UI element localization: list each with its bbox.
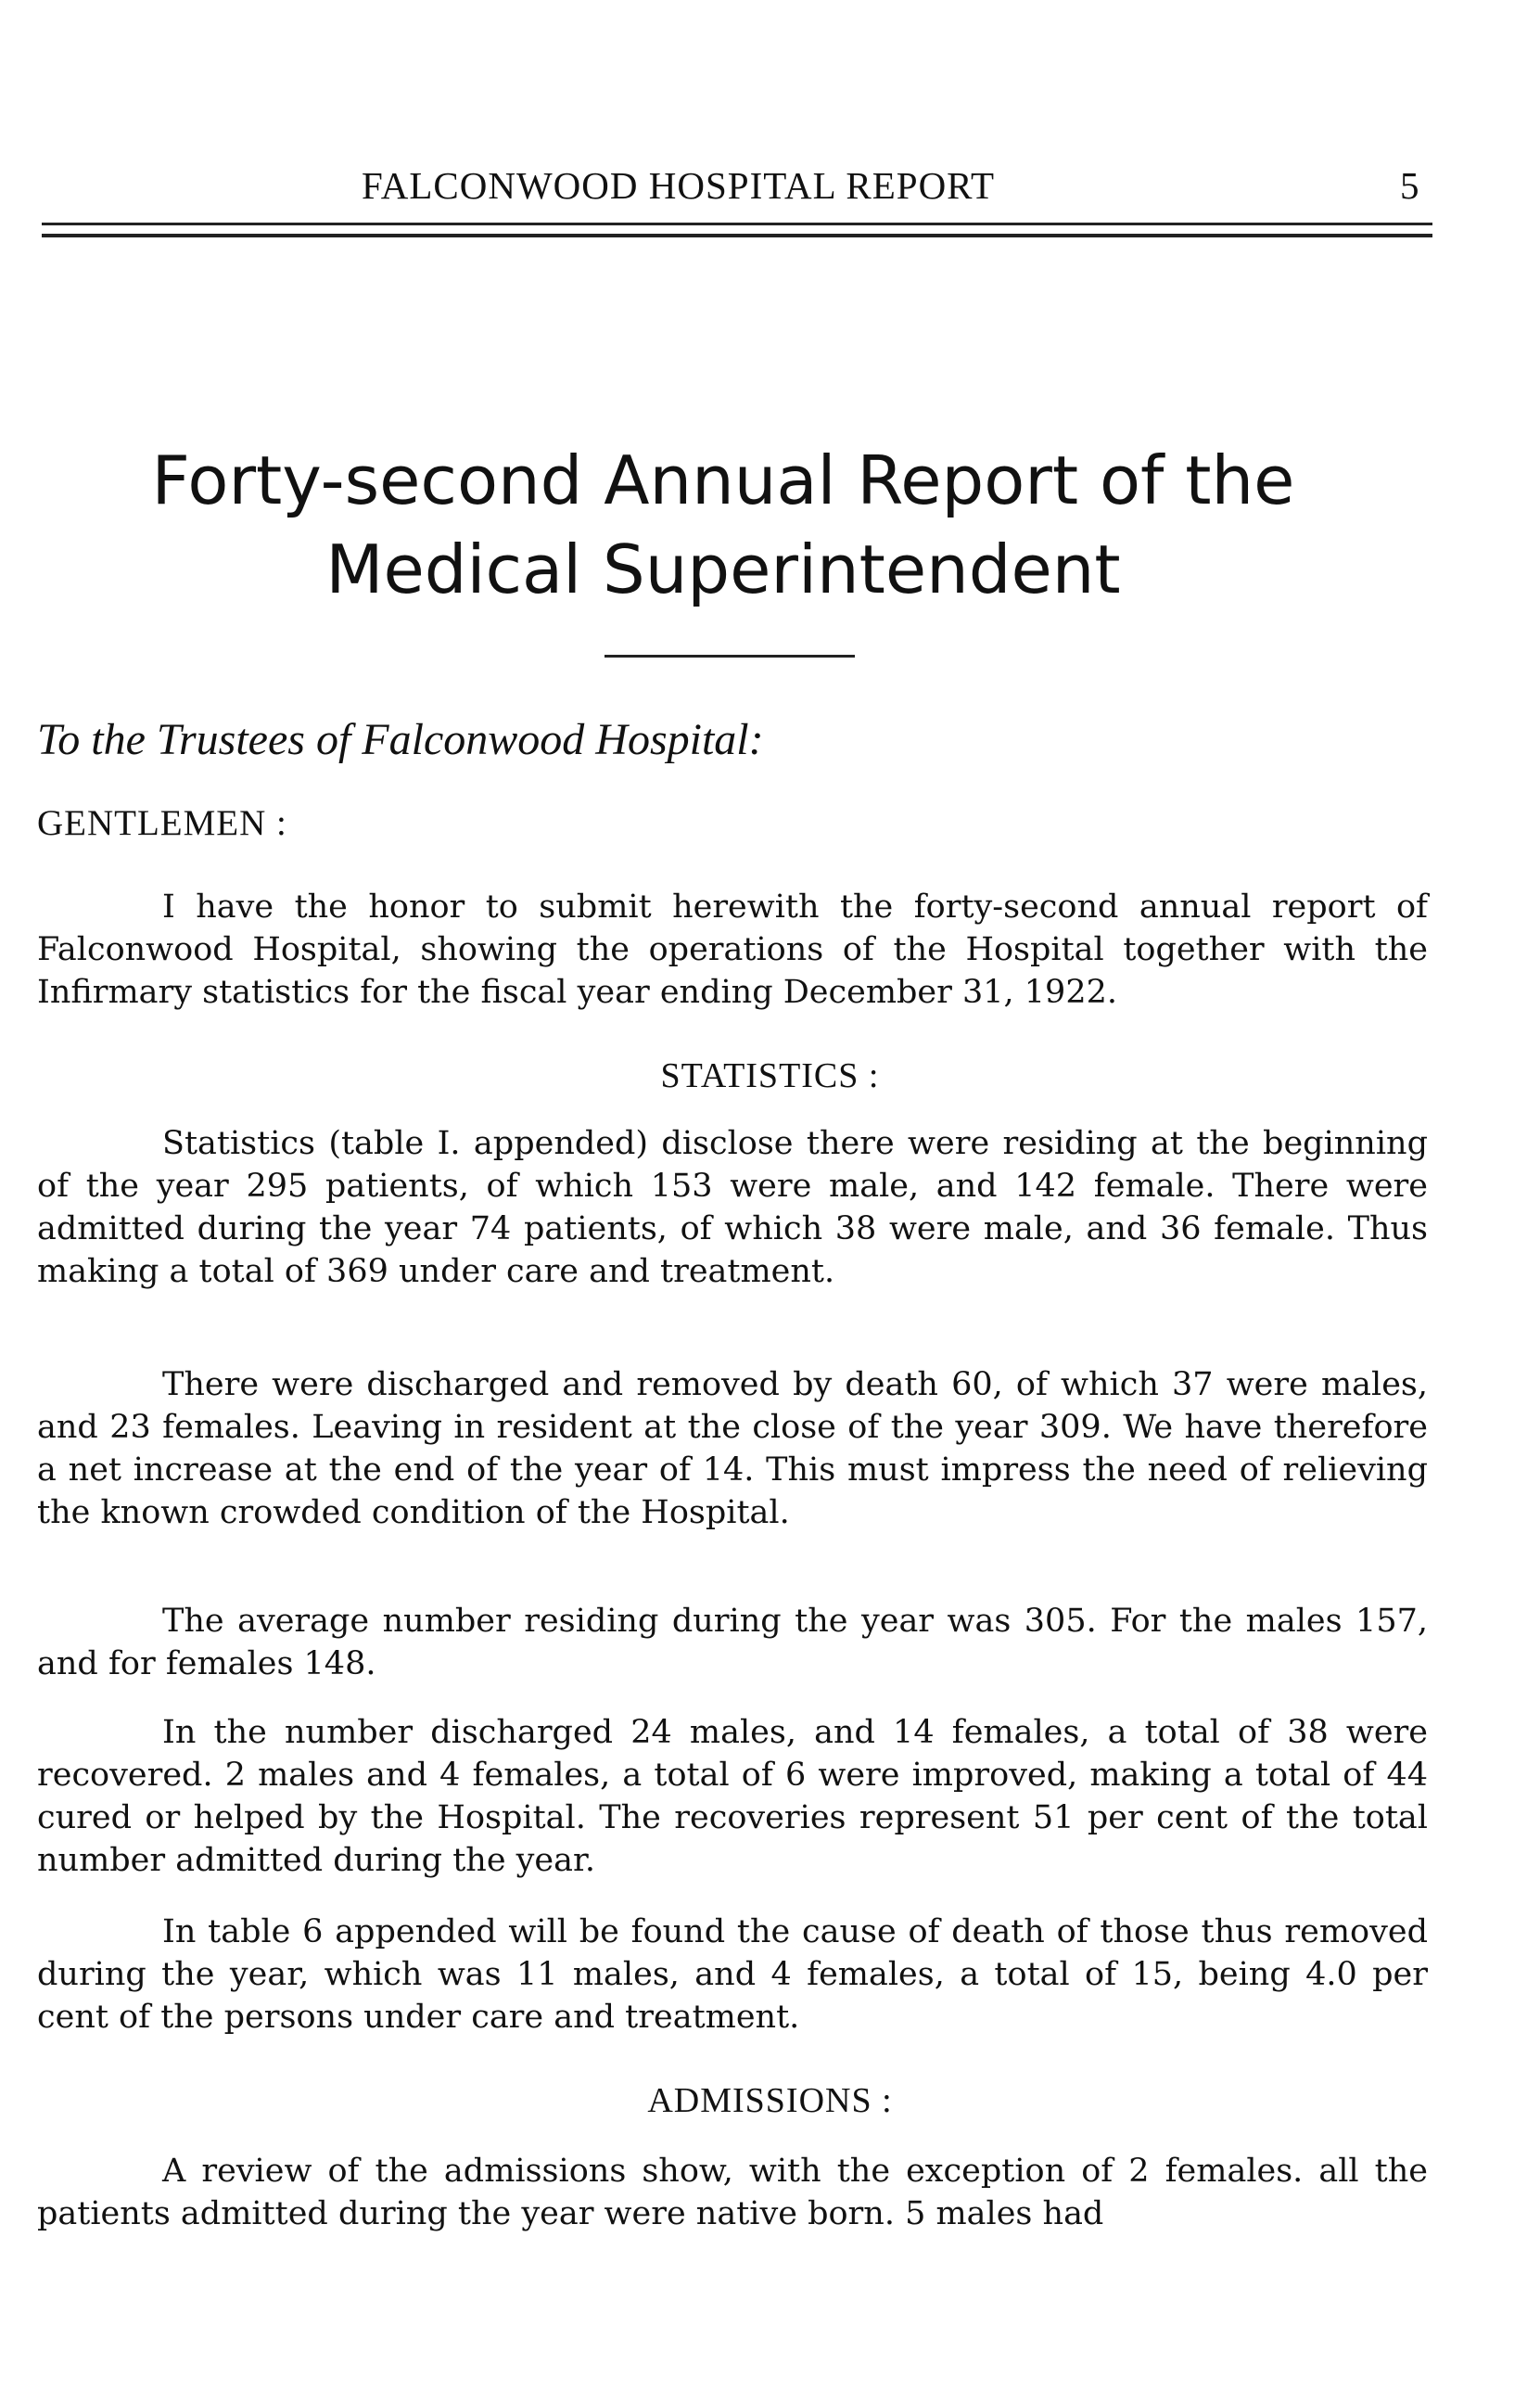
paragraph-recovered: In the number discharged 24 males, and 14 females, a total of 38 were recovered. 2 males and 4 females, a total of 6 were improved, making a total of 44 cured or helped by the Hospital. The recoveries represent 51 per cent of the total number admitted during the year. — [37, 1714, 1428, 1879]
paragraph-discharged: There were discharged and removed by death 60, of which 37 were males, and 23 females. Leaving in resident at the close of the year 309. We have therefore a net increase at the end of the year of 14. This must impress the need of relieving the known crowded condition of the Hospital. — [37, 1366, 1428, 1531]
paragraph-deaths: In table 6 appended will be found the cause of death of those thus removed during the year, which was 11 males, and 4 females, a total of 15, being 4.0 per cent of the persons under care and treatment. — [37, 1913, 1428, 2036]
paragraph-average: The average number residing during the year was 305. For the males 157, and for females 148. — [37, 1603, 1428, 1682]
header-rule-top — [42, 223, 1432, 225]
running-header-title: FALCONWOOD HOSPITAL REPORT — [362, 164, 996, 207]
report-title: Forty-second Annual Report of the Medical Superintendent — [151, 441, 1295, 608]
greeting: GENTLEMEN : — [37, 803, 287, 843]
salutation: To the Trustees of Falconwood Hospital: — [37, 715, 764, 764]
page-header — [0, 158, 1540, 213]
heading-admissions: ADMISSIONS : — [647, 2081, 893, 2120]
paragraph-statistics: Statistics (table I. appended) disclose there were residing at the beginning of the year 295 patients, of which 153 were male, and 142 female. There were admitted during the year 74 patients, of which 38 were male, and 36 female. Thus making a total of 369 under care and treatment. — [37, 1125, 1428, 1290]
paragraph-intro: I have the honor to submit herewith the forty-second annual report of Falconwood Hospital, showing the operations of the Hospital together with the Infirmary statistics for the fiscal year ending December 31, 1922. — [37, 888, 1428, 1011]
header-rule-bottom — [42, 234, 1432, 237]
paragraph-admissions: A review of the admissions show, with the exception of 2 females. all the patients admitted during the year were native born. 5 males had — [37, 2153, 1428, 2232]
title-divider — [605, 655, 855, 658]
heading-statistics: STATISTICS : — [660, 1056, 880, 1095]
page-number: 5 — [1400, 164, 1419, 207]
